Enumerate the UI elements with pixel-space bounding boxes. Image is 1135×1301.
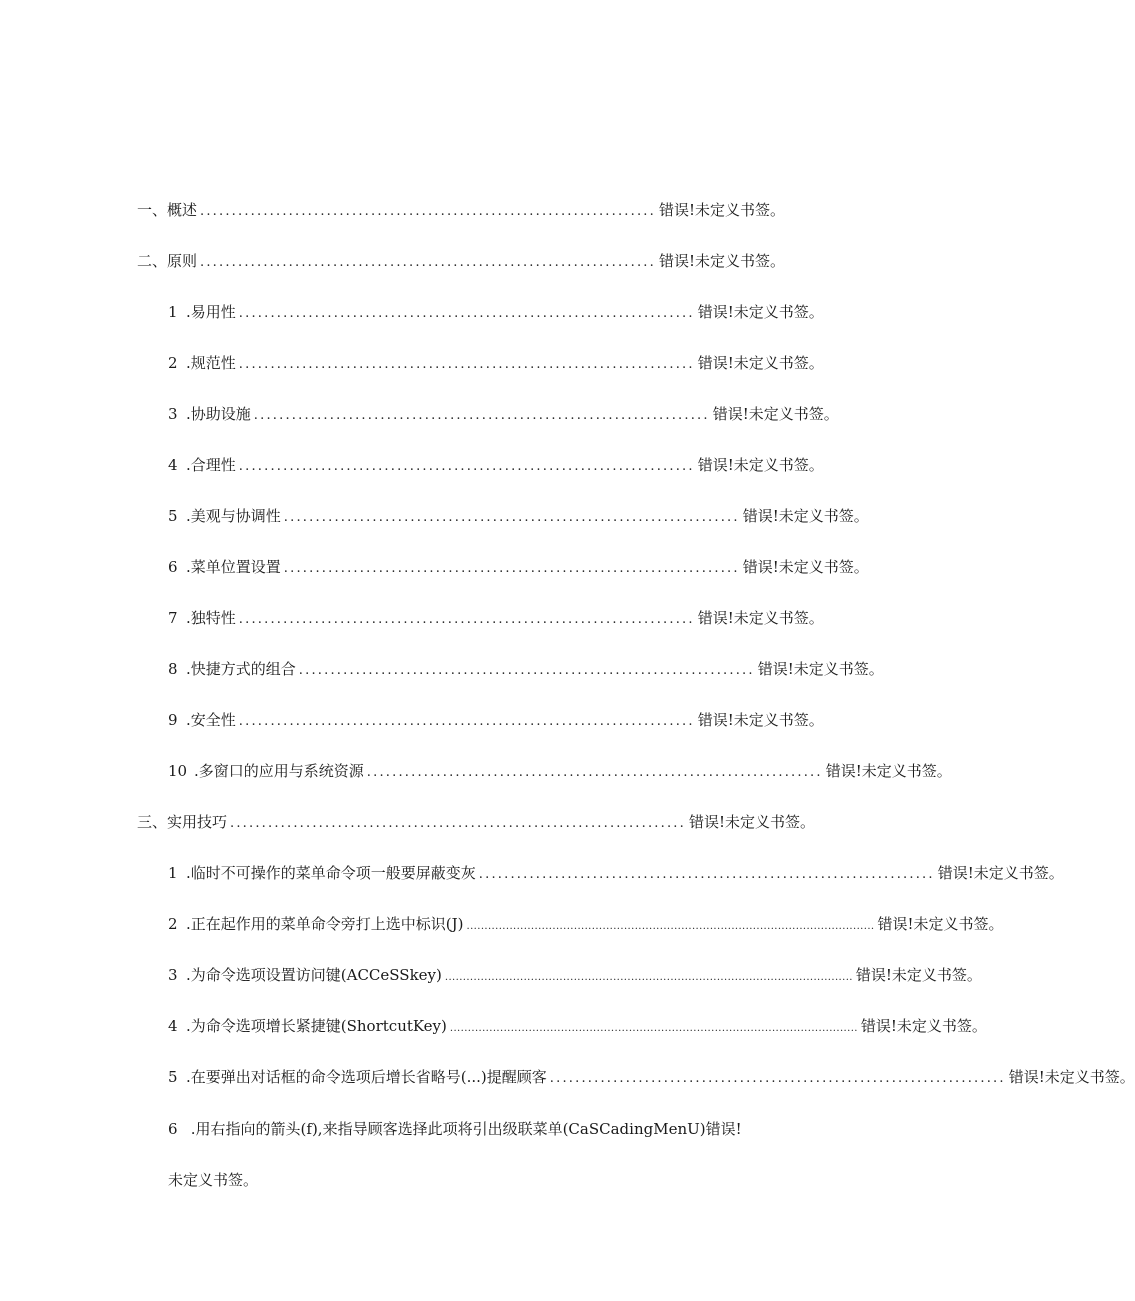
toc-entry[interactable] xyxy=(168,505,869,529)
toc-dot-leader: ........................................................................ xyxy=(230,816,686,831)
toc-entry-title: .独特性 xyxy=(186,609,236,627)
toc-entry-number: 6 xyxy=(168,1120,178,1138)
toc-page-ref: 错误!未定义书签。 xyxy=(697,609,824,627)
toc-entry-number: 1 xyxy=(168,864,178,882)
toc-dot-leader: .................................................................................................................. xyxy=(444,972,853,983)
toc-entry[interactable] xyxy=(168,862,1064,886)
toc-page-ref: 错误!未定义书签。 xyxy=(742,507,869,525)
toc-dot-leader: ........................................................................ xyxy=(238,306,695,321)
toc-dot-leader: .................................................................................................................. xyxy=(466,921,875,932)
toc-page-ref: 错误!未定义书签。 xyxy=(757,660,884,678)
toc-dot-leader: ........................................................................ xyxy=(238,459,695,474)
toc-page-ref: 错误!未定义书签。 xyxy=(742,558,869,576)
toc-entry[interactable] xyxy=(137,250,785,274)
toc-dot-leader: ........................................................................ xyxy=(366,765,823,780)
toc-entry-title: 三、实用技巧 xyxy=(137,813,228,831)
toc-entry-number: 4 xyxy=(168,456,178,474)
toc-page-ref: 错误!未定义书签。 xyxy=(658,201,785,219)
toc-entry-title: .快捷方式的组合 xyxy=(186,660,296,678)
toc-dot-leader: ........................................................................ xyxy=(549,1071,1006,1086)
toc-dot-leader: ........................................................................ xyxy=(238,714,695,729)
toc-dot-leader: ........................................................................ xyxy=(298,663,755,678)
toc-dot-leader: ........................................................................ xyxy=(238,357,695,372)
toc-page-ref: 错误!未定义书签。 xyxy=(697,456,824,474)
toc-dot-leader: ........................................................................ xyxy=(200,255,656,270)
toc-page-ref: 错误!未定义书签。 xyxy=(697,303,824,321)
toc-entry-title: .临时不可操作的菜单命令项一般要屏蔽变灰 xyxy=(186,864,476,882)
toc-dot-leader: ........................................................................ xyxy=(478,867,935,882)
toc-entry-number: 5 xyxy=(168,1068,178,1086)
toc-entry[interactable] xyxy=(168,1066,1135,1090)
toc-entry-title: .多窗口的应用与系统资源 xyxy=(194,762,364,780)
toc-entry-number: 9 xyxy=(168,711,178,729)
toc-entry[interactable] xyxy=(168,607,824,631)
toc-entry-title: .合理性 xyxy=(186,456,236,474)
toc-entry[interactable] xyxy=(168,964,982,988)
toc-page-ref: 错误!未定义书签。 xyxy=(937,864,1064,882)
toc-entry[interactable] xyxy=(168,556,869,580)
toc-entry[interactable] xyxy=(137,199,785,223)
toc-entry[interactable] xyxy=(168,1118,742,1139)
toc-page-ref: 错误!未定义书签。 xyxy=(658,252,785,270)
toc-entry[interactable] xyxy=(168,1015,987,1039)
toc-entry[interactable] xyxy=(137,811,815,835)
toc-entry-title: .美观与协调性 xyxy=(186,507,281,525)
toc-entry-number: 10 xyxy=(168,762,188,780)
toc-entry-number: 5 xyxy=(168,507,178,525)
toc-entry-title: 二、原则 xyxy=(137,252,198,270)
toc-dot-leader: ........................................................................ xyxy=(283,510,740,525)
toc-entry[interactable] xyxy=(168,913,1004,937)
toc-entry-number: 8 xyxy=(168,660,178,678)
toc-entry-number: 2 xyxy=(168,354,178,372)
toc-entry-continuation xyxy=(168,1169,258,1190)
toc-page-ref: 错误!未定义书签。 xyxy=(860,1017,987,1035)
toc-page-ref: 错误!未定义书签。 xyxy=(688,813,815,831)
toc-dot-leader: .................................................................................................................. xyxy=(449,1023,858,1034)
toc-entry[interactable] xyxy=(168,403,839,427)
toc-entry-title: .为命令选项增长紧捷键(ShortcutKey) xyxy=(186,1017,447,1035)
toc-entry-number: 2 xyxy=(168,915,178,933)
toc-page-ref: 错误!未定义书签。 xyxy=(697,711,824,729)
toc-entry-title: .用右指向的箭头(f),来指导顾客选择此项将引出级联菜单(CaSCadingMenU)错误! xyxy=(190,1120,742,1138)
toc-entry[interactable] xyxy=(168,301,824,325)
toc-entry-title: .正在起作用的菜单命令旁打上选中标识(J) xyxy=(186,915,464,933)
toc-entry-title: .安全性 xyxy=(186,711,236,729)
toc-entry-number: 3 xyxy=(168,966,178,984)
toc-dot-leader: ........................................................................ xyxy=(253,408,710,423)
toc-entry[interactable] xyxy=(168,760,952,784)
toc-entry[interactable] xyxy=(168,658,884,682)
toc-entry[interactable] xyxy=(168,709,824,733)
toc-entry-number: 6 xyxy=(168,558,178,576)
toc-dot-leader: ........................................................................ xyxy=(283,561,740,576)
toc-page-ref: 错误!未定义书签。 xyxy=(712,405,839,423)
toc-entry[interactable] xyxy=(168,454,824,478)
toc-entry-number: 3 xyxy=(168,405,178,423)
toc-entry-number: 4 xyxy=(168,1017,178,1035)
toc-page-ref: 错误!未定义书签。 xyxy=(877,915,1004,933)
toc-entry-title: .规范性 xyxy=(186,354,236,372)
toc-page-ref: 错误!未定义书签。 xyxy=(1008,1068,1135,1086)
toc-page-ref: 错误!未定义书签。 xyxy=(697,354,824,372)
toc-page-ref: 错误!未定义书签。 xyxy=(825,762,952,780)
toc-entry-number: 7 xyxy=(168,609,178,627)
toc-entry[interactable] xyxy=(168,352,824,376)
toc-page-ref: 错误!未定义书签。 xyxy=(855,966,982,984)
toc-entry-title: .为命令选项设置访问键(ACCeSSkey) xyxy=(186,966,442,984)
toc-entry-title: .易用性 xyxy=(186,303,236,321)
toc-entry-title: .在要弹出对话框的命令选项后增长省略号(...)提醒顾客 xyxy=(186,1068,547,1086)
toc-dot-leader: ........................................................................ xyxy=(238,612,695,627)
toc-entry-title: .菜单位置设置 xyxy=(186,558,281,576)
toc-entry-title: .协助设施 xyxy=(186,405,251,423)
toc-dot-leader: ........................................................................ xyxy=(200,204,656,219)
toc-page-ref: 未定义书签。 xyxy=(168,1171,259,1189)
toc-entry-title: 一、概述 xyxy=(137,201,198,219)
toc-entry-number: 1 xyxy=(168,303,178,321)
